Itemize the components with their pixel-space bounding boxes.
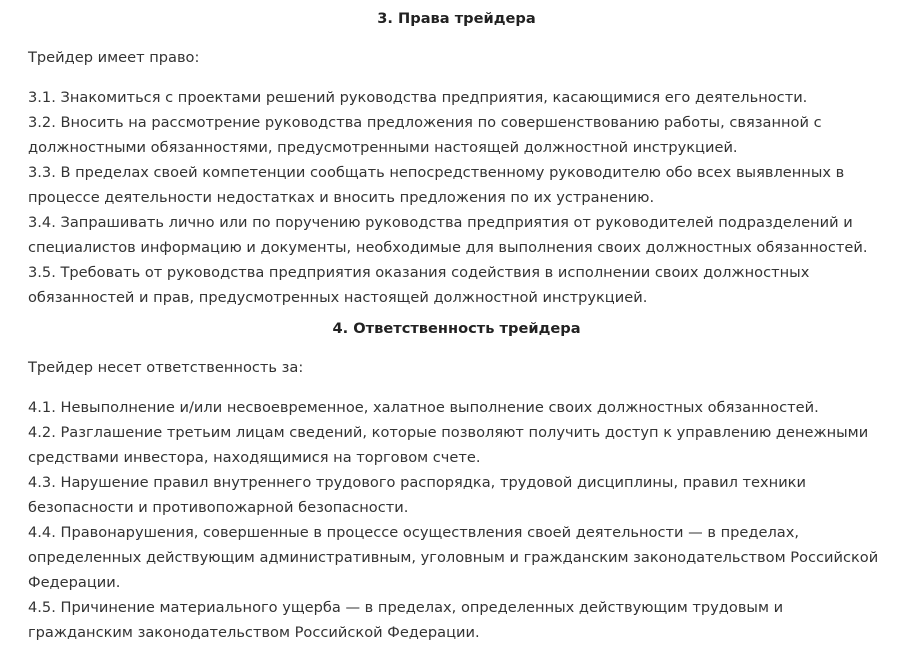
list-item: 4.2. Разглашение третьим лицам сведений, которые позволяют получить доступ к управлению денежными средствами инвестора, находящимися на торговом счете. (28, 424, 869, 466)
list-item: 3.2. Вносить на рассмотрение руководства предложения по совершенствованию работы, связанной с должностными обязанностями, предусмотренными настоящей должностной инструкцией. (28, 114, 822, 156)
list-item: 4.4. Правонарушения, совершенные в процессе осуществления своей деятельности — в пределах, определенных действующим административным, уголовным и гражданским законодательством Российской Федерации. (28, 524, 879, 591)
list-item: 4.5. Причинение материального ущерба — в пределах, определенных действующим трудовым и гражданским законодательством Российской Федерации. (28, 599, 784, 641)
section-3-intro: Трейдер имеет право: (28, 49, 200, 66)
section-4-intro: Трейдер несет ответственность за: (28, 359, 304, 376)
section-3-list (28, 85, 885, 310)
section-3-title: 3. Права трейдера (377, 10, 536, 27)
list-item: 3.3. В пределах своей компетенции сообщать непосредственному руководителю обо всех выявленных в процессе деятельности недостатках и вносить предложения по их устранению. (28, 164, 845, 206)
list-item: 4.3. Нарушение правил внутреннего трудового распорядка, трудовой дисциплины, правил техники безопасности и противопожарной безопасности. (28, 474, 806, 516)
list-item: 3.5. Требовать от руководства предприятия оказания содействия в исполнении своих должностных обязанностей и прав, предусмотренных настоящей должностной инструкцией. (28, 264, 810, 306)
list-item: 3.4. Запрашивать лично или по поручению руководства предприятия от руководителей подразделений и специалистов информацию и документы, необходимые для выполнения своих должностных обязанностей. (28, 214, 868, 256)
list-item: 3.1. Знакомиться с проектами решений руководства предприятия, касающимися его деятельности. (28, 89, 808, 106)
list-item: 4.1. Невыполнение и/или несвоевременное, халатное выполнение своих должностных обязанностей. (28, 399, 819, 416)
section-4-list (28, 395, 885, 645)
section-4-title: 4. Ответственность трейдера (332, 320, 581, 337)
